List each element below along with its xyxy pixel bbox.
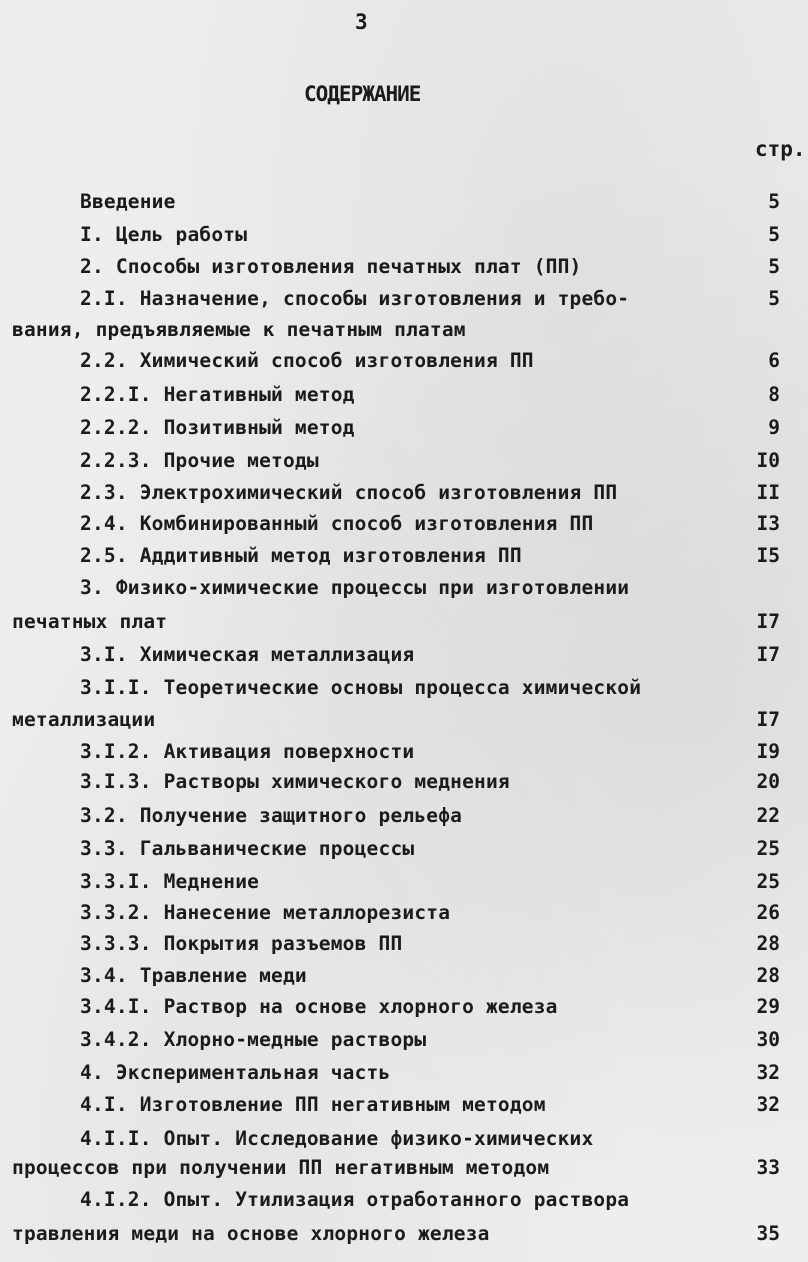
toc-entry-page: 28 <box>756 964 780 987</box>
toc-entry <box>0 640 808 670</box>
toc-entry-text: печатных плат <box>12 610 168 633</box>
toc-entry <box>0 478 808 508</box>
toc-entry-page: 29 <box>756 995 780 1018</box>
toc-entry-page: 5 <box>768 287 780 310</box>
toc-entry-continuation <box>0 1219 808 1249</box>
toc-entry-text: 3.3.3. Покрытия разъемов ПП <box>80 932 403 955</box>
page-column-header: стр. <box>755 137 806 161</box>
toc-entry-text: 3.I.3. Растворы химического меднения <box>80 770 510 793</box>
toc-entry-text: 2.2. Химический способ изготовления ПП <box>80 349 534 372</box>
toc-entry-text: 3.3.2. Нанесение металлорезиста <box>80 901 451 924</box>
toc-entry-text: 2.4. Комбинированный способ изготовления ПП <box>80 512 594 535</box>
toc-entry-text: 3.3.I. Меднение <box>80 870 260 893</box>
toc-entry <box>0 541 808 571</box>
toc-entry-text: 3.I.2. Активация поверхности <box>80 740 415 763</box>
toc-entry-page: 5 <box>768 190 780 213</box>
toc-entry <box>0 346 808 376</box>
toc-entry-page: 20 <box>756 770 780 793</box>
toc-entry-text: процессов при получении ПП негативным методом <box>12 1156 550 1179</box>
toc-entry <box>0 413 808 443</box>
toc-entry-page: 6 <box>768 349 780 372</box>
toc-entry-page: I9 <box>756 740 780 763</box>
toc-entry-continuation <box>0 315 808 345</box>
toc-entry-page: 9 <box>768 416 780 439</box>
toc-entry <box>0 673 808 703</box>
page-number: 3 <box>355 10 368 34</box>
toc-entry-continuation <box>0 1153 808 1183</box>
toc-entry-page: 25 <box>756 837 780 860</box>
toc-entry-page: I5 <box>756 544 780 567</box>
toc-entry-text: I. Цель работы <box>80 223 248 246</box>
toc-entry-text: 2.I. Назначение, способы изготовления и требо- <box>80 287 630 310</box>
toc-entry-page: 25 <box>756 870 780 893</box>
toc-entry <box>0 220 808 250</box>
toc-entry-page: 35 <box>756 1222 780 1245</box>
toc-entry-page: I0 <box>756 449 780 472</box>
toc-entry <box>0 573 808 603</box>
toc-entry-page: 28 <box>756 932 780 955</box>
toc-entry <box>0 1185 808 1215</box>
toc-entry <box>0 446 808 476</box>
toc-entry <box>0 1090 808 1120</box>
toc-entry-text: 2.2.I. Негативный метод <box>80 383 355 406</box>
toc-entry-text: 2.3. Электрохимический способ изготовления ПП <box>80 481 618 504</box>
toc-entry-text: 3.2. Получение защитного рельефа <box>80 804 463 827</box>
toc-entry <box>0 867 808 897</box>
toc-entry-text: 3.I.I. Теоретические основы процесса химической <box>80 676 642 699</box>
toc-entry-text: 2.2.2. Позитивный метод <box>80 416 355 439</box>
toc-entry-continuation <box>0 705 808 735</box>
toc-entry-text: 3.4.I. Раствор на основе хлорного железа <box>80 995 558 1018</box>
toc-entry-continuation <box>0 607 808 637</box>
toc-entry <box>0 961 808 991</box>
toc-entry-page: 22 <box>756 804 780 827</box>
toc-entry-text: 3.4. Травление меди <box>80 964 307 987</box>
toc-entry-page: 33 <box>756 1156 780 1179</box>
toc-entry-text: Введение <box>80 190 176 213</box>
toc-entry-page: II <box>756 481 780 504</box>
toc-entry <box>0 929 808 959</box>
toc-entry-page: I7 <box>756 708 780 731</box>
toc-entry-text: 3.4.2. Хлорно-медные растворы <box>80 1028 427 1051</box>
toc-entry <box>0 767 808 797</box>
toc-entry <box>0 737 808 767</box>
toc-entry-page: 5 <box>768 255 780 278</box>
toc-entry-text: металлизации <box>12 708 156 731</box>
toc-entry <box>0 1124 808 1154</box>
toc-entry <box>0 187 808 217</box>
toc-entry-text: травления меди на основе хлорного железа <box>12 1222 490 1245</box>
toc-entry <box>0 992 808 1022</box>
toc-entry <box>0 1058 808 1088</box>
toc-entry-text: 3.3. Гальванические процессы <box>80 837 415 860</box>
page-title: СОДЕРЖАНИЕ <box>304 82 421 106</box>
toc-entry-page: I7 <box>756 610 780 633</box>
toc-entry-page: 8 <box>768 383 780 406</box>
toc-entry-page: 32 <box>756 1061 780 1084</box>
toc-entry <box>0 380 808 410</box>
toc-entry-text: 2.5. Аддитивный метод изготовления ПП <box>80 544 522 567</box>
toc-entry-text: 4.I.2. Опыт. Утилизация отработанного раствора <box>80 1188 630 1211</box>
toc-entry-text: 2.2.3. Прочие методы <box>80 449 319 472</box>
toc-entry-page: 26 <box>756 901 780 924</box>
toc-entry-text: 2. Способы изготовления печатных плат (ПП) <box>80 255 582 278</box>
toc-entry-text: 4. Экспериментальная часть <box>80 1061 391 1084</box>
toc-entry <box>0 509 808 539</box>
toc-entry <box>0 898 808 928</box>
toc-entry-text: 4.I. Изготовление ПП негативным методом <box>80 1093 546 1116</box>
toc-entry-page: 5 <box>768 223 780 246</box>
toc-entry-text: 4.I.I. Опыт. Исследование физико-химических <box>80 1127 594 1150</box>
toc-entry <box>0 801 808 831</box>
toc-entry-page: I3 <box>756 512 780 535</box>
toc-entry <box>0 284 808 314</box>
toc-entry-page: I7 <box>756 643 780 666</box>
toc-entry-text: вания, предъявляемые к печатным платам <box>12 318 466 341</box>
toc-entry <box>0 834 808 864</box>
toc-entry <box>0 252 808 282</box>
toc-entry-text: 3. Физико-химические процессы при изготовлении <box>80 576 630 599</box>
toc-entry-text: 3.I. Химическая металлизация <box>80 643 415 666</box>
toc-entry <box>0 1025 808 1055</box>
toc-entry-page: 30 <box>756 1028 780 1051</box>
toc-entry-page: 32 <box>756 1093 780 1116</box>
